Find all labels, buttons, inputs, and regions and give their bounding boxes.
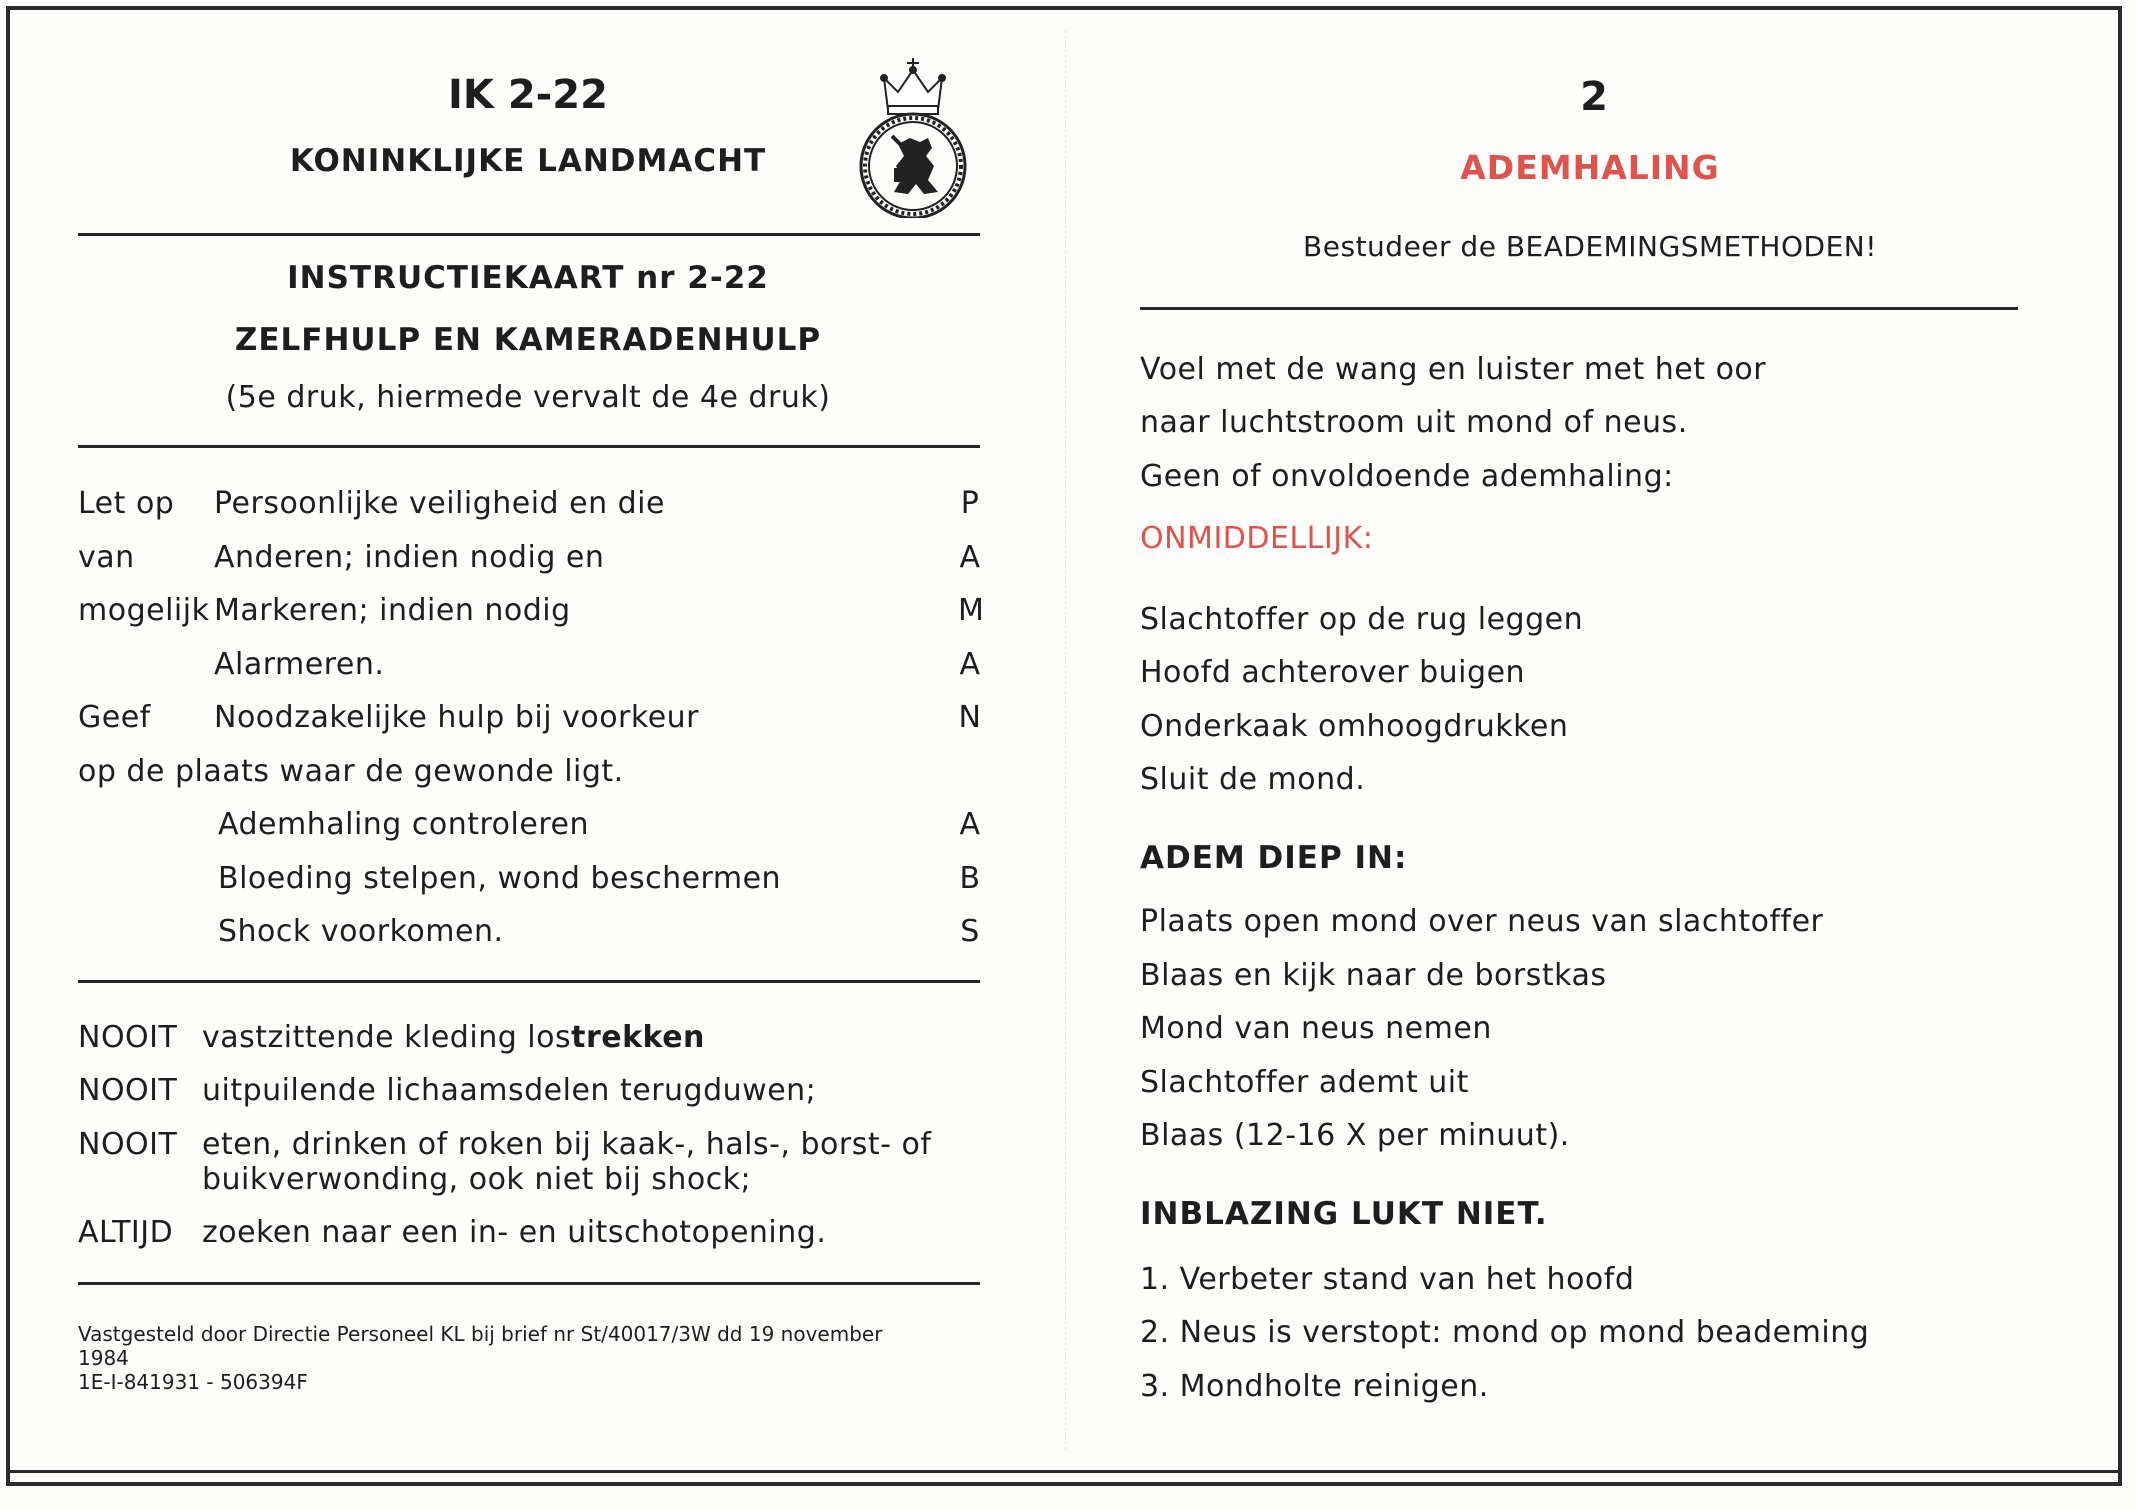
always-word: ALTIJD: [78, 1215, 174, 1250]
card-title: INSTRUCTIEKAART nr 2-22: [287, 260, 769, 296]
panam-lead-3: mogelijk: [78, 593, 210, 628]
check-line-3: Geen of onvoldoende ademhaling:: [1140, 459, 1674, 494]
abs-letter-2: B: [959, 861, 981, 896]
footer-line-1: Vastgesteld door Directie Personeel KL bij brief nr St/40017/3W dd 19 november: [78, 1322, 883, 1346]
check-line-1: Voel met de wang en luister met het oor: [1140, 352, 1767, 387]
never-word-2: NOOIT: [78, 1073, 178, 1108]
rule-left-4: [78, 1282, 980, 1285]
page-number: 2: [1580, 74, 1608, 120]
card-fold: [1065, 30, 1066, 1450]
never-word-3: NOOIT: [78, 1127, 178, 1162]
panam-letter-1: P: [960, 486, 980, 521]
never-text-2: uitpuilende lichaamsdelen terugduwen;: [202, 1073, 817, 1108]
study-instruction: Bestudeer de BEADEMINGSMETHODEN!: [1303, 230, 1877, 263]
panam-lead-5: Geef: [78, 700, 151, 735]
rule-left-1: [78, 233, 980, 236]
rule-right-1: [1140, 307, 2018, 310]
panam-text-1: Persoonlijke veiligheid en die: [214, 486, 665, 521]
place-line: op de plaats waar de gewonde ligt.: [78, 754, 624, 789]
step-1: Slachtoffer op de rug leggen: [1140, 602, 1584, 637]
never-text-1: vastzittende kleding lostrekken: [202, 1020, 705, 1055]
abs-text-2: Bloeding stelpen, wond beschermen: [218, 861, 782, 896]
step-3: Onderkaak omhoogdrukken: [1140, 709, 1569, 744]
fail-step-1: 1. Verbeter stand van het hoofd: [1140, 1262, 1635, 1297]
panam-letter-2: A: [959, 540, 981, 575]
panam-lead-1: Let op: [78, 486, 175, 521]
footer-line-3: 1E-I-841931 - 506394F: [78, 1370, 308, 1394]
panam-letter-4: A: [959, 647, 981, 682]
panam-letter-5: N: [958, 700, 982, 735]
footer-line-2: 1984: [78, 1346, 129, 1370]
immediately-label: ONMIDDELLIJK:: [1140, 521, 1374, 556]
fail-step-3: 3. Mondholte reinigen.: [1140, 1369, 1489, 1404]
abs-text-3: Shock voorkomen.: [218, 914, 504, 949]
rule-left-2: [78, 445, 980, 448]
never-text-3: eten, drinken of roken bij kaak-, hals-, borst- of: [202, 1127, 932, 1162]
never-word-1: NOOIT: [78, 1020, 178, 1055]
instruction-card: [6, 6, 2122, 1486]
edition-note: (5e druk, hiermede vervalt de 4e druk): [225, 380, 831, 415]
step-2: Hoofd achterover buigen: [1140, 655, 1526, 690]
panam-lead-2: van: [78, 540, 135, 575]
abs-letter-1: A: [959, 807, 981, 842]
breathe-step-4: Slachtoffer ademt uit: [1140, 1065, 1469, 1100]
rule-left-3: [78, 980, 980, 983]
fail-step-2: 2. Neus is verstopt: mond op mond beademing: [1140, 1315, 1870, 1350]
panam-text-5: Noodzakelijke hulp bij voorkeur: [214, 700, 699, 735]
breathing-heading: ADEMHALING: [1460, 148, 1720, 187]
panam-letter-3: M: [958, 593, 985, 628]
breathe-step-2: Blaas en kijk naar de borstkas: [1140, 958, 1607, 993]
step-4: Sluit de mond.: [1140, 762, 1366, 797]
breathe-step-1: Plaats open mond over neus van slachtoffer: [1140, 904, 1824, 939]
abs-letter-3: S: [960, 914, 980, 949]
card-subtitle: ZELFHULP EN KAMERADENHULP: [234, 322, 822, 358]
fail-heading: INBLAZING LUKT NIET.: [1140, 1196, 1548, 1232]
panam-text-2: Anderen; indien nodig en: [214, 540, 605, 575]
panam-text-3: Markeren; indien nodig: [214, 593, 571, 628]
breathe-step-3: Mond van neus nemen: [1140, 1011, 1492, 1046]
abs-text-1: Ademhaling controleren: [218, 807, 589, 842]
org-name: KONINKLIJKE LANDMACHT: [289, 143, 767, 179]
never-text-3b: buikverwonding, ook niet bij shock;: [202, 1162, 752, 1197]
breathe-step-5: Blaas (12-16 X per minuut).: [1140, 1118, 1570, 1153]
royal-army-lion-emblem-icon: [848, 48, 978, 218]
always-text: zoeken naar een in- en uitschotopening.: [202, 1215, 827, 1250]
card-code: IK 2-22: [448, 72, 608, 118]
check-line-2: naar luchtstroom uit mond of neus.: [1140, 405, 1688, 440]
card-bottom-edge: [10, 1470, 2120, 1473]
panam-text-4: Alarmeren.: [214, 647, 385, 682]
breathe-heading: ADEM DIEP IN:: [1140, 840, 1408, 876]
